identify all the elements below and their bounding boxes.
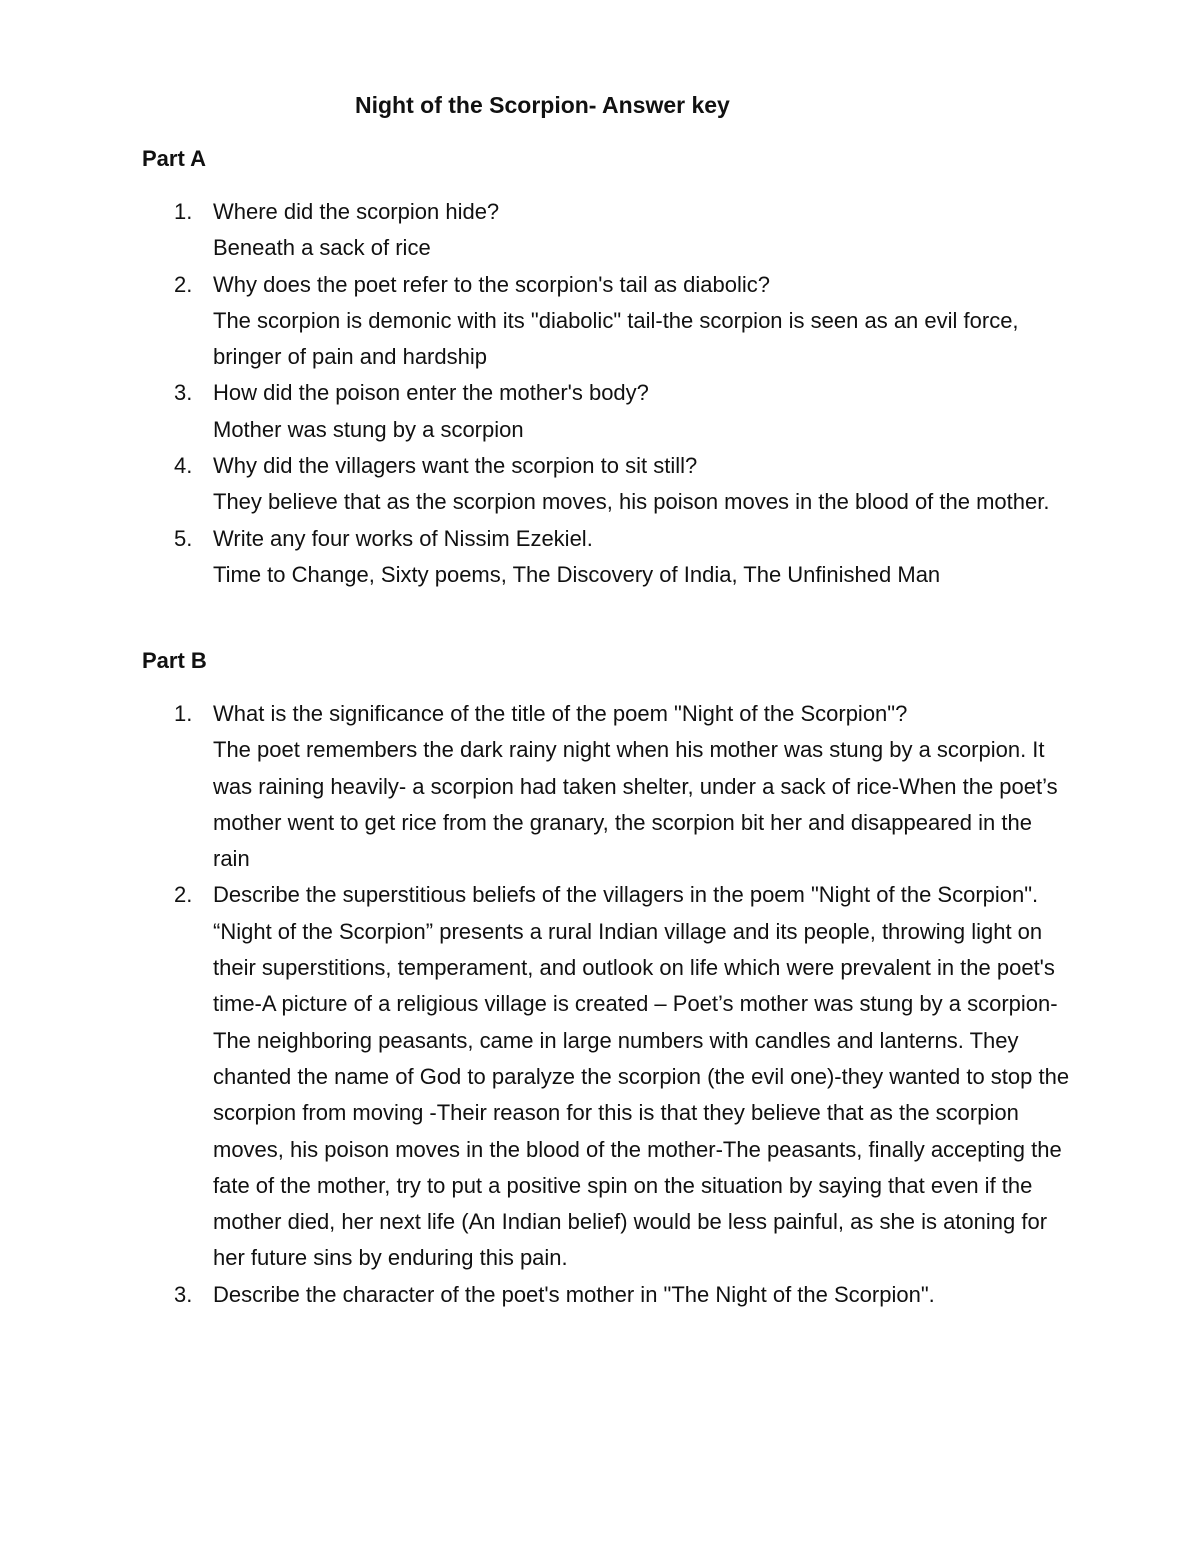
answer-text: The scorpion is demonic with its "diabolic" tail-the scorpion is seen as an evil force, bringer of pain and hardship [213,307,1019,370]
question-number: 2. [174,882,193,908]
question-text: Write any four works of Nissim Ezekiel. [213,525,593,551]
document-title: Night of the Scorpion- Answer key [355,92,730,118]
question-number: 3. [174,1281,193,1307]
question-number: 2. [174,271,193,297]
question-text: Describe the character of the poet's mother in "The Night of the Scorpion". [213,1281,935,1307]
part-b-heading: Part B [142,648,207,673]
list-item [142,267,1072,376]
answer-text: “Night of the Scorpion” presents a rural Indian village and its people, throwing light on their superstitions, temperament, and outlook on life which were prevalent in the poet's time-A picture of a religious village is created – Poet’s mother was stung by a scorpion- The neighboring peasants, came in large numbers with candles and lanterns. They chanted the name of God to paralyze the scorpion (the evil one)-they wanted to stop the scorpion from moving -Their reason for this is that they believe that as the scorpion moves, his poison moves in the blood of the mother-The peasants, finally accepting the fate of the mother, try to put a positive spin on the situation by saying that even if the mother died, her next life (An Indian belief) would be less painful, as she is atoning for her future sins by enduring this pain. [213,918,1070,1271]
question-number: 1. [174,701,193,726]
question-text: How did the poison enter the mother's body? [213,380,649,406]
answer-text: Time to Change, Sixty poems, The Discovery of India, The Unfinished Man [213,561,941,587]
question-text: Where did the scorpion hide? [213,199,500,224]
answer-text: Beneath a sack of rice [213,235,431,261]
question-number: 5. [174,525,193,551]
list-item [142,521,1072,594]
question-number: 3. [174,380,193,406]
question-text: Why did the villagers want the scorpion to sit still? [213,453,698,479]
list-item [142,375,1072,448]
list-item [142,696,1072,877]
list-item [142,448,1072,521]
question-text: Why does the poet refer to the scorpion's tail as diabolic? [213,271,770,297]
question-number: 1. [174,199,193,224]
question-number: 4. [174,453,193,479]
part-b-list [142,696,1072,1313]
question-text: Describe the superstitious beliefs of the villagers in the poem "Night of the Scorpion". [213,882,1039,908]
list-item [142,194,1072,267]
answer-text: They believe that as the scorpion moves, his poison moves in the blood of the mother. [213,489,1050,515]
part-a-heading: Part A [142,146,206,171]
answer-text: Mother was stung by a scorpion [213,416,524,442]
list-item [142,1277,1072,1313]
list-item [142,877,1072,1276]
answer-text: The poet remembers the dark rainy night when his mother was stung by a scorpion. It was raining heavily- a scorpion had taken shelter, under a sack of rice-When the poet’s mother went to get rice from the granary, the scorpion bit her and disappeared in the rain [213,737,1058,872]
part-a-list [142,194,1072,593]
question-text: What is the significance of the title of the poem "Night of the Scorpion"? [213,701,908,726]
